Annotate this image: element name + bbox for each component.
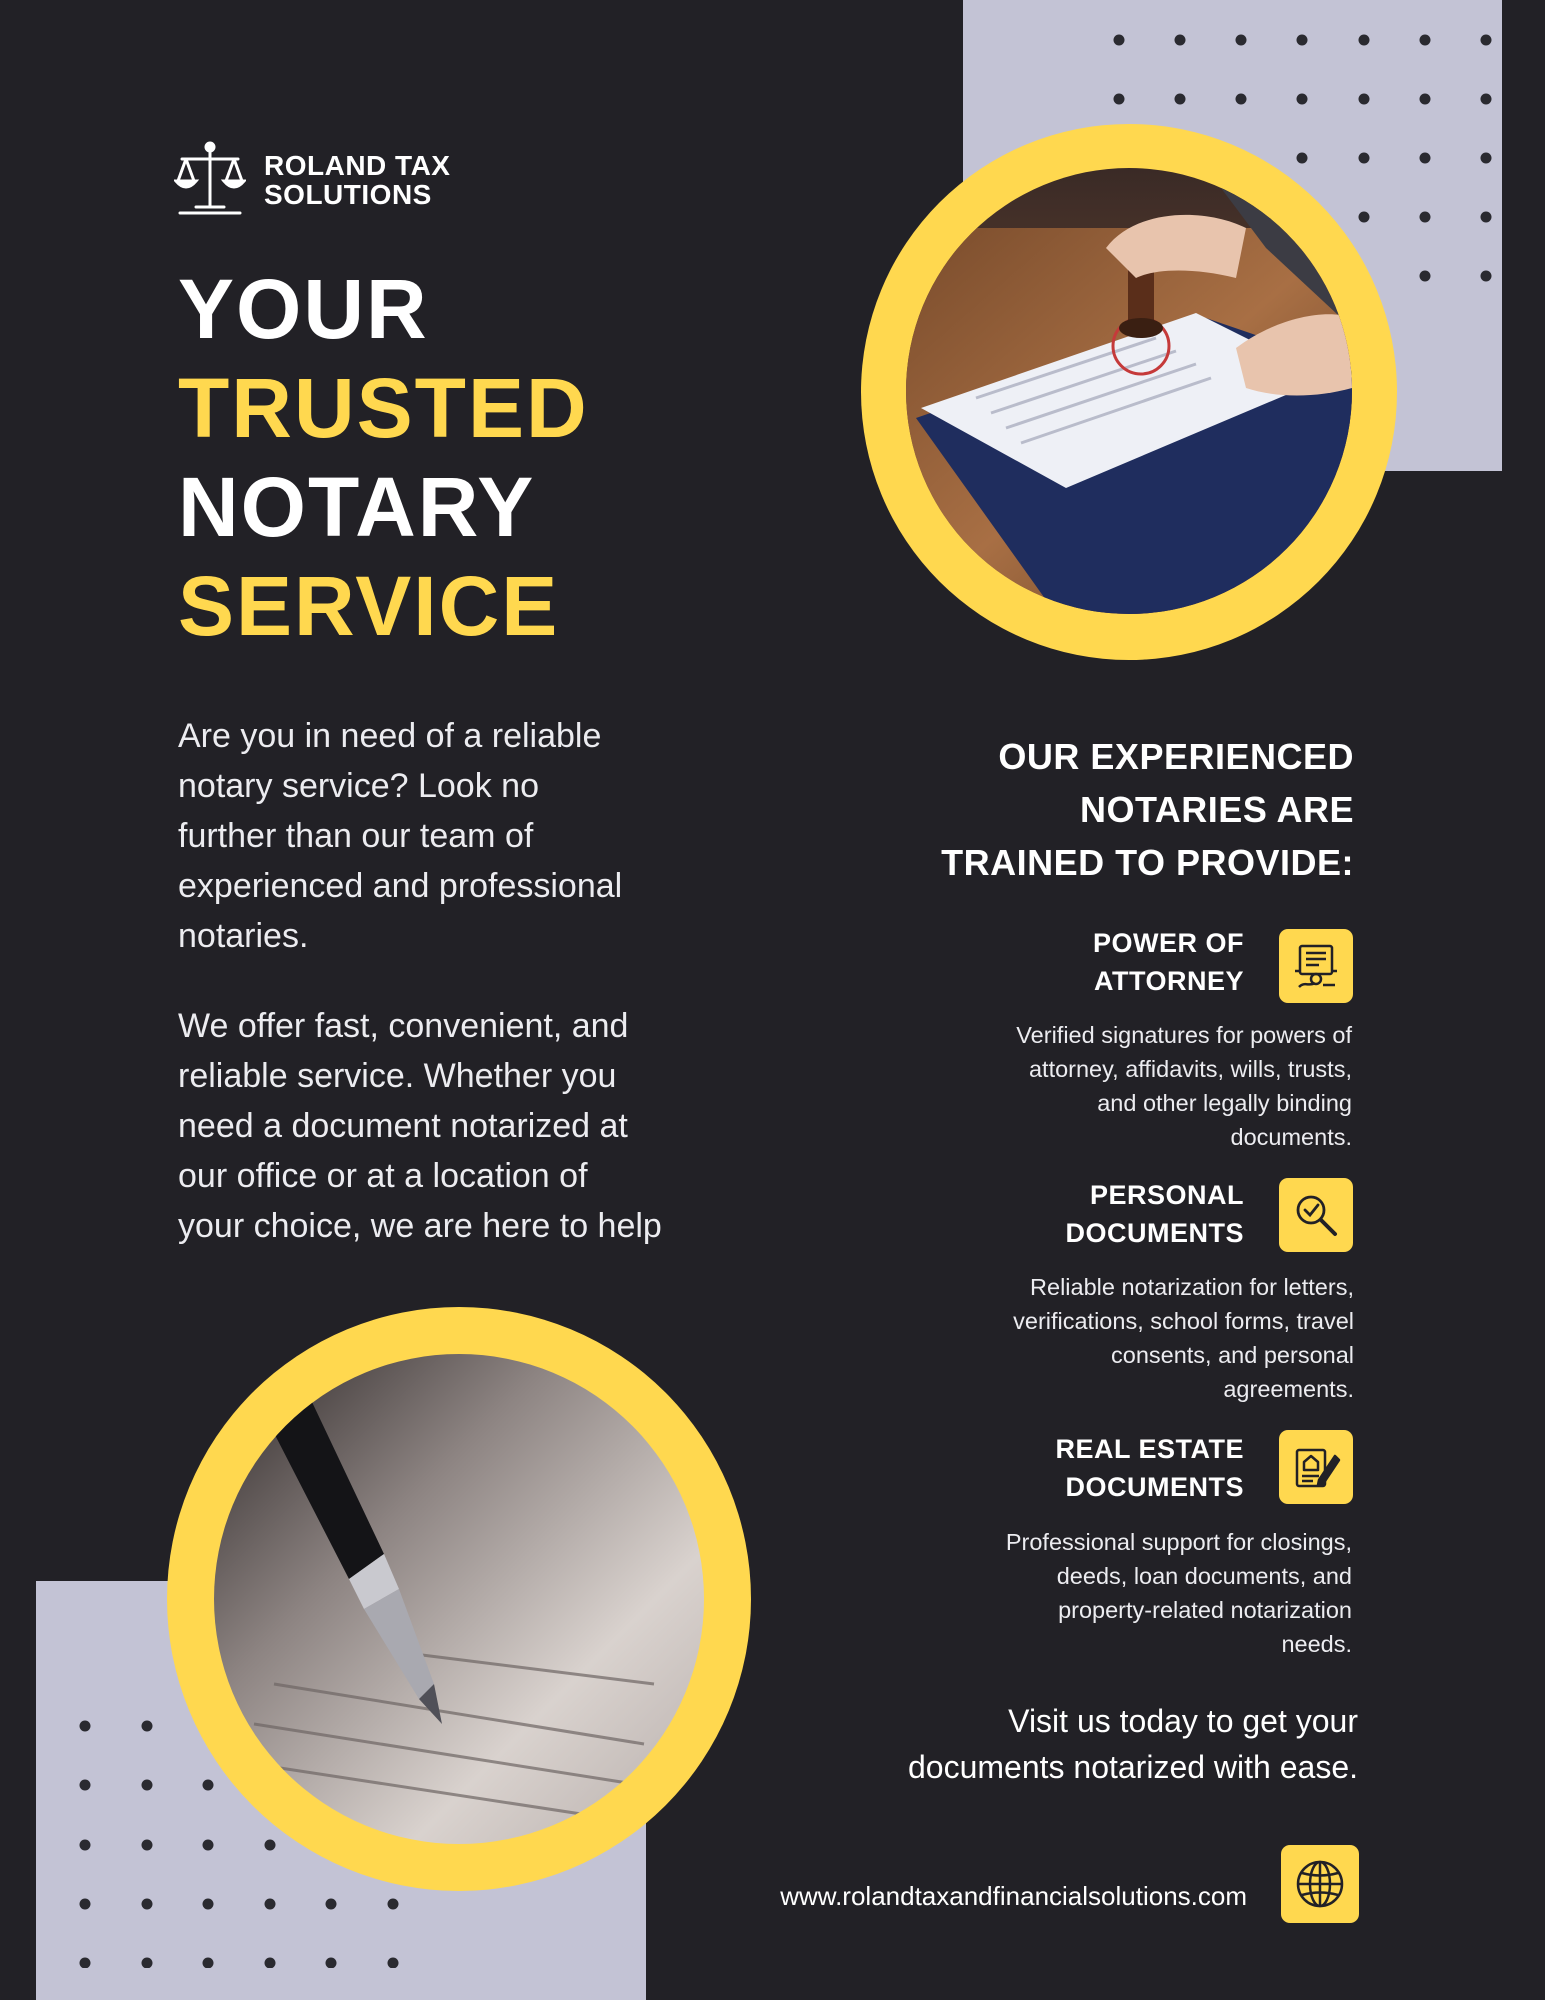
- globe-icon[interactable]: [1281, 1845, 1359, 1923]
- service-desc-line: Reliable notarization for letters,: [1030, 1274, 1354, 1300]
- call-to-action: [760, 1698, 1358, 1790]
- intro-paragraph-1: [178, 711, 778, 961]
- intro-paragraph-2: [178, 1001, 778, 1251]
- service-desc-personal-documents: [800, 1270, 1354, 1406]
- service-desc-line: agreements.: [1223, 1376, 1354, 1402]
- intro-p2-line: We offer fast, convenient, and: [178, 1007, 629, 1045]
- intro-p2-line: your choice, we are here to help: [178, 1207, 662, 1245]
- service-title-real-estate-documents: [900, 1430, 1244, 1506]
- brand-name: [264, 151, 504, 209]
- service-desc-line: documents.: [1230, 1124, 1352, 1150]
- section-title-line: OUR EXPERIENCED: [998, 736, 1354, 777]
- section-title-line: TRAINED TO PROVIDE:: [941, 842, 1354, 883]
- service-desc-line: and other legally binding: [1097, 1090, 1352, 1116]
- service-desc-line: property-related notarization: [1058, 1597, 1352, 1623]
- headline-line2: TRUSTED: [178, 361, 589, 455]
- brand-logo: [174, 141, 504, 221]
- intro-p1-line: Are you in need of a reliable: [178, 717, 602, 755]
- service-title-line: DOCUMENTS: [1065, 1218, 1244, 1248]
- brand-name-line2: SOLUTIONS: [264, 179, 432, 210]
- section-title-line: NOTARIES ARE: [1079, 789, 1354, 830]
- intro-p1-line: experienced and professional: [178, 867, 623, 905]
- service-title-power-of-attorney: [900, 924, 1244, 1000]
- headline-line4: SERVICE: [178, 559, 560, 653]
- cta-line2: documents notarized with ease.: [907, 1749, 1358, 1785]
- service-title-line: ATTORNEY: [1093, 966, 1244, 996]
- service-desc-line: Professional support for closings,: [1005, 1529, 1352, 1555]
- intro-p1-line: notaries.: [178, 917, 309, 955]
- house-contract-icon: [1279, 1430, 1353, 1504]
- intro-p1-line: notary service? Look no: [178, 767, 539, 805]
- service-title-line: REAL ESTATE: [1055, 1434, 1244, 1464]
- services-section-title: [760, 730, 1354, 889]
- service-title-line: POWER OF: [1093, 928, 1244, 958]
- intro-p1-line: further than our team of: [178, 817, 534, 855]
- intro-p2-line: reliable service. Whether you: [178, 1057, 617, 1095]
- headline-line1: YOUR: [178, 262, 429, 356]
- headline-line3: NOTARY: [178, 460, 536, 554]
- service-desc-line: consents, and personal: [1111, 1342, 1354, 1368]
- signed-document-icon: [1279, 929, 1353, 1003]
- service-desc-line: verifications, school forms, travel: [1013, 1308, 1354, 1334]
- service-title-line: PERSONAL: [1089, 1180, 1244, 1210]
- service-title-line: DOCUMENTS: [1065, 1472, 1244, 1502]
- brand-name-line1: ROLAND TAX: [264, 150, 451, 181]
- scales-of-justice-icon: [174, 141, 246, 217]
- service-desc-line: deeds, loan documents, and: [1056, 1563, 1352, 1589]
- intro-p2-line: our office or at a location of: [178, 1157, 588, 1195]
- magnifier-check-icon: [1279, 1178, 1353, 1252]
- fountain-pen-photo: [214, 1354, 704, 1844]
- headline: [178, 260, 698, 656]
- intro-p2-line: need a document notarized at: [178, 1107, 628, 1145]
- service-desc-line: attorney, affidavits, wills, trusts,: [1028, 1056, 1352, 1082]
- cta-line1: Visit us today to get your: [1008, 1703, 1358, 1739]
- service-desc-power-of-attorney: [800, 1018, 1352, 1154]
- website-link[interactable]: www.rolandtaxandfinancialsolutions.com: [780, 1881, 1247, 1911]
- notary-stamp-photo: [906, 168, 1352, 614]
- service-title-personal-documents: [900, 1176, 1244, 1252]
- service-desc-real-estate-documents: [800, 1525, 1352, 1661]
- service-desc-line: Verified signatures for powers of: [1016, 1022, 1352, 1048]
- service-desc-line: needs.: [1281, 1631, 1352, 1657]
